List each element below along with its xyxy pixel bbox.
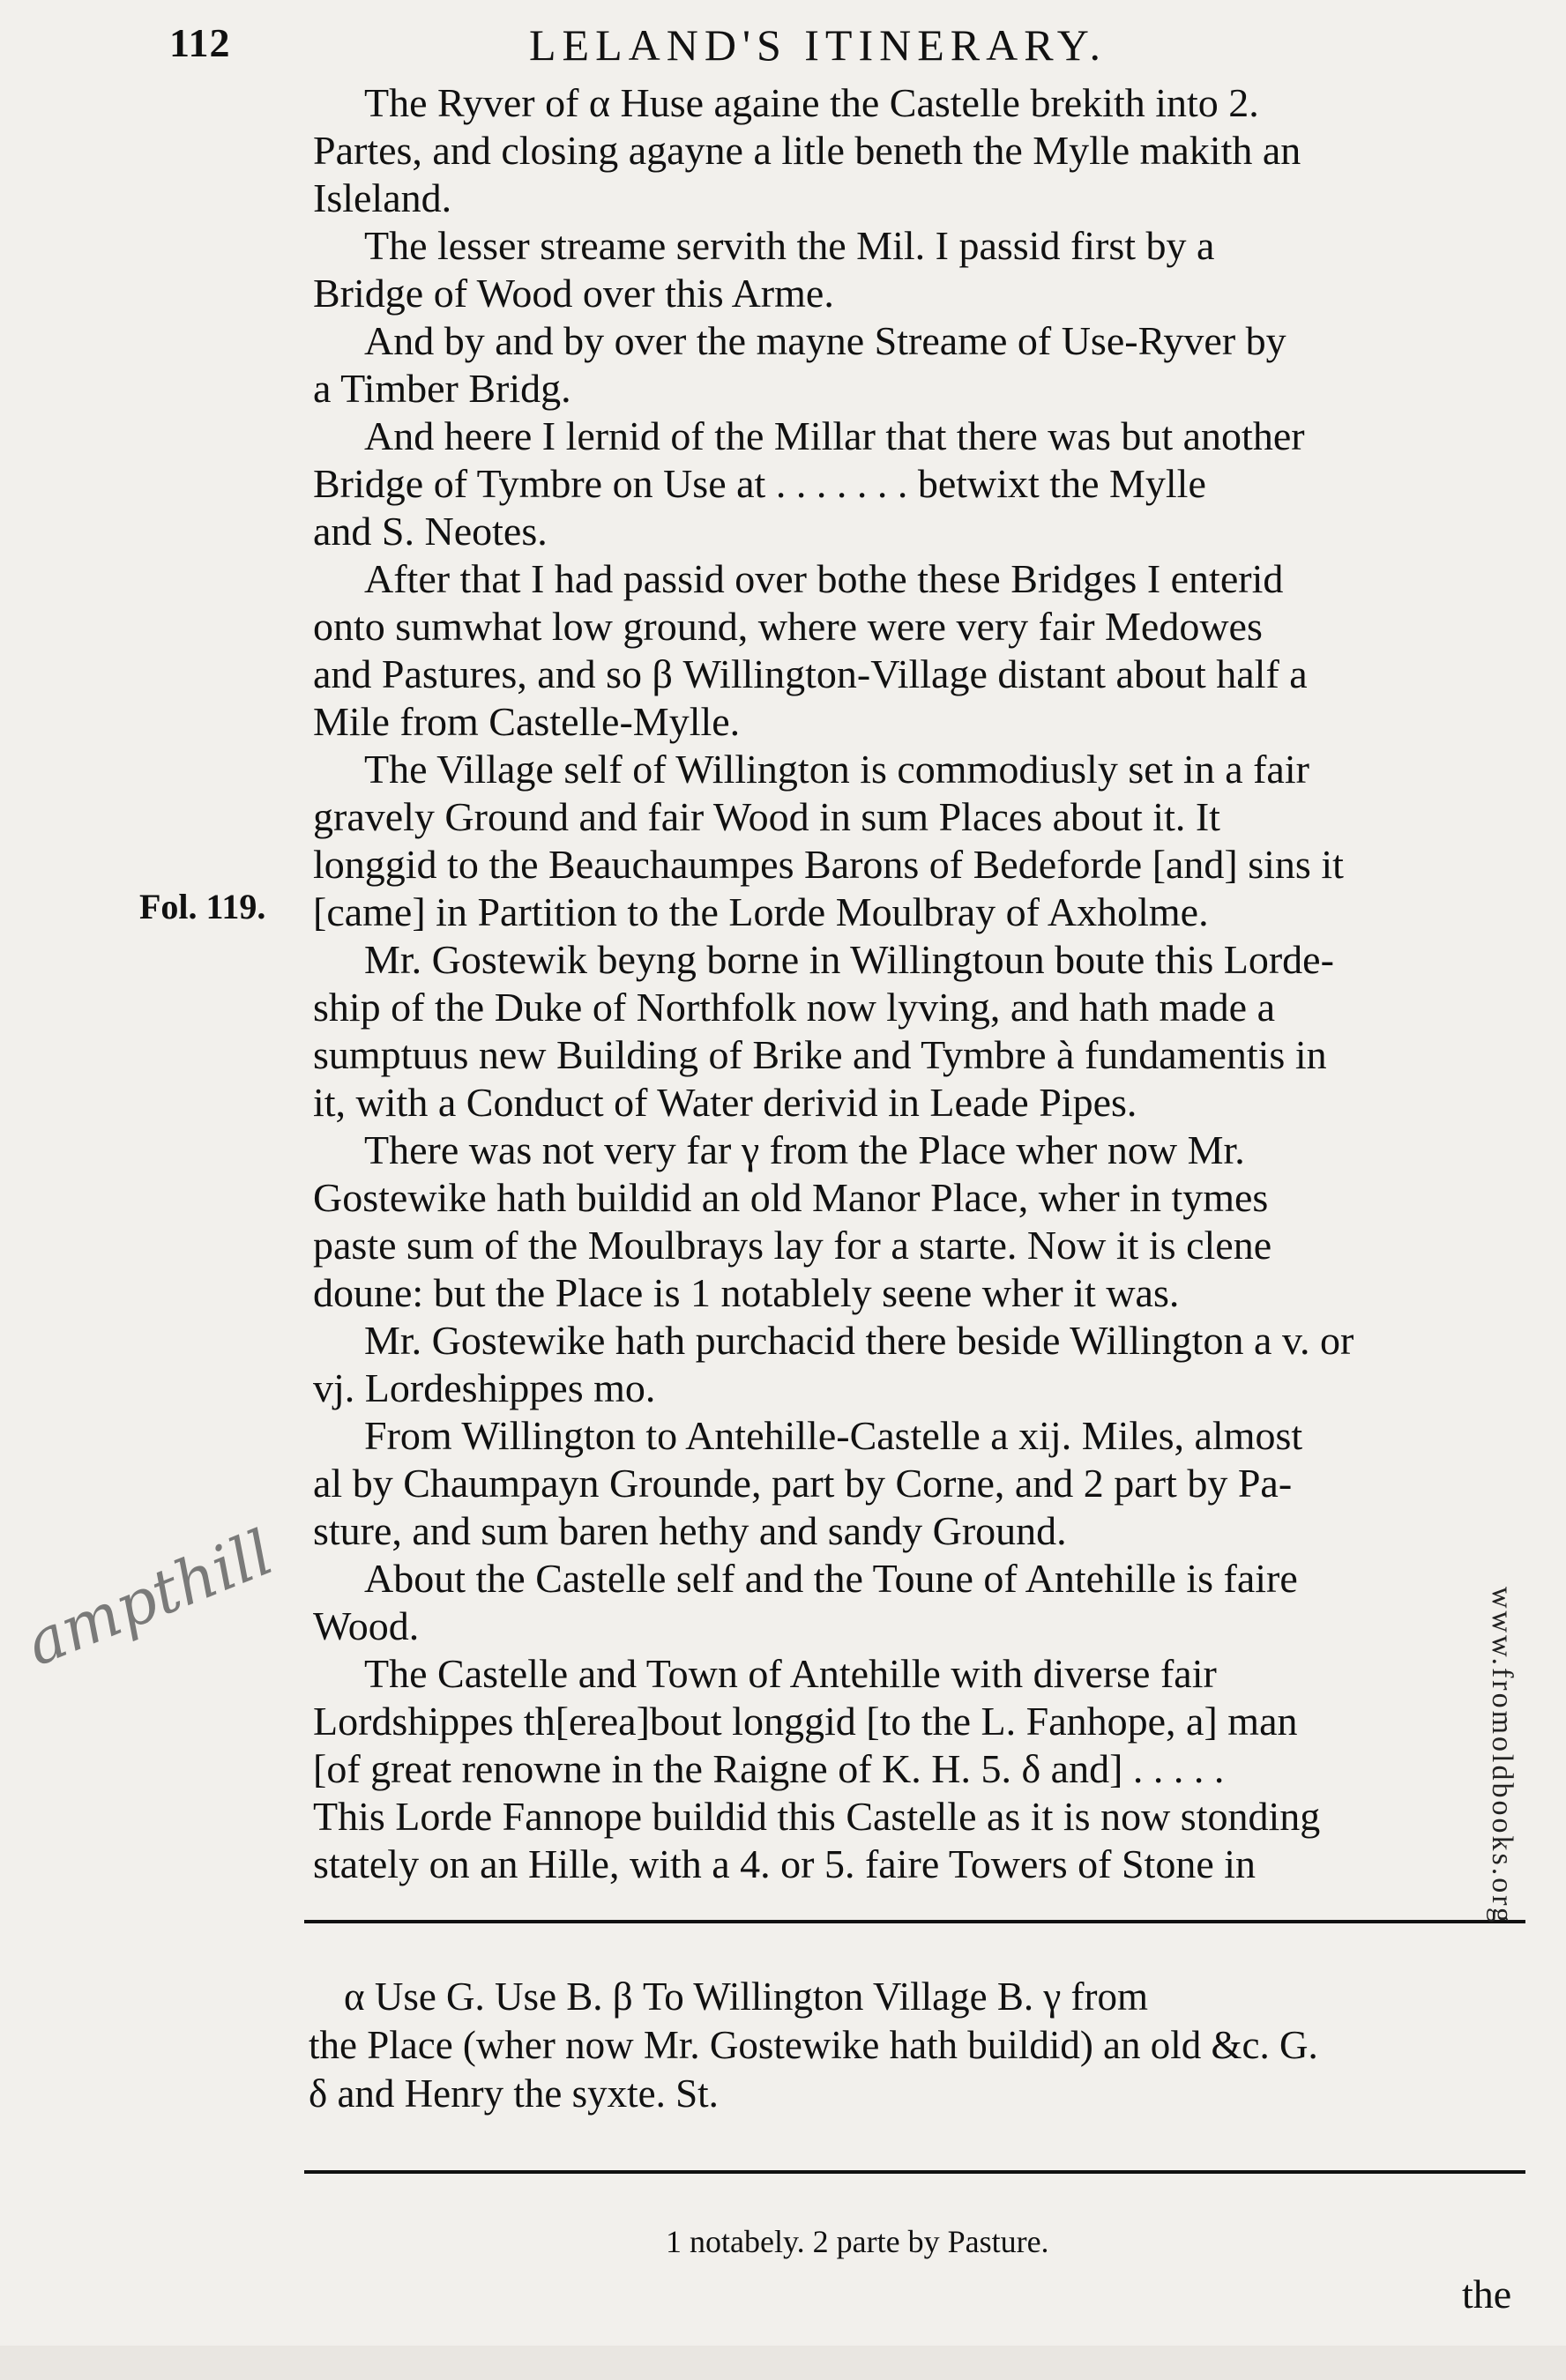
paragraph: From Willington to Antehille-Castelle a xij. Miles, almost al by Chaumpayn Grounde, part by Corne, and 2 part by Pa- sture, and sum baren hethy and sandy Ground. <box>313 1413 1303 1553</box>
paragraph: The Castelle and Town of Antehille with diverse fair Lordshippes th[erea]bout longgid [to the L. Fanhope, a] man [of great renowne in the Raigne of K. H. 5. δ and] . . . . . This Lorde Fannope buildid this Castelle as it is now stonding stately on an Hille, with a 4. or 5. faire Towers of Stone in <box>313 1651 1321 1886</box>
paragraph: And by and by over the mayne Streame of Use-Ryver by a Timber Bridg. <box>313 318 1286 411</box>
variant-notes: α Use G. Use B. β To Willington Village B. γ from the Place (wher now Mr. Gostewike hath buildid) an old &c. G. δ and Henry the syxte. St. <box>309 1975 1318 2116</box>
paragraph: And heere I lernid of the Millar that there was but another Bridge of Tymbre on Use at . . . . . . . betwixt the Mylle and S. Neotes. <box>313 413 1305 554</box>
divider-rule <box>304 1920 1525 1923</box>
paragraph: The Village self of Willington is commodiusly set in a fair gravely Ground and fair Wood in sum Places about it. It longgid to the Beauchaumpes Barons of Bedeforde [and] sins it [came] in Partition to the Lorde Moulbray of Axholme. <box>313 747 1344 934</box>
watermark: www.fromoldbooks.org <box>1486 1587 1518 1925</box>
paragraph: Mr. Gostewik beyng borne in Willingtoun boute this Lorde- ship of the Duke of Northfolk now lyving, and hath made a sumptuus new Building of Brike and Tymbre à fundamentis in it, with a Conduct of Water derivid in Leade Pipes. <box>313 937 1334 1125</box>
catchword: the <box>1462 2272 1512 2317</box>
paragraph: The Ryver of α Huse againe the Castelle brekith into 2. Partes, and closing agayne a litle beneth the Mylle makith an Isleland. <box>313 80 1301 220</box>
folio-margin-note: Fol. 119. <box>139 887 266 926</box>
divider-rule <box>304 2170 1525 2174</box>
footnotes: 1 notabely. 2 parte by Pasture. <box>666 2224 1049 2259</box>
paragraph: Mr. Gostewike hath purchacid there beside Willington a v. or vj. Lordeshippes mo. <box>313 1318 1354 1410</box>
page-number: 112 <box>169 20 231 65</box>
paragraph: The lesser streame servith the Mil. I passid first by a Bridge of Wood over this Arme. <box>313 223 1215 316</box>
paragraph: There was not very far γ from the Place wher now Mr. Gostewike hath buildid an old Manor Place, wher in tymes paste sum of the Moulbrays lay for a starte. Now it is clene doune: but the Place is 1 notablely seene wher it was. <box>313 1127 1272 1315</box>
paragraph: After that I had passid over bothe these Bridges I enterid onto sumwhat low ground, where were very fair Medowes and Pastures, and so β Willington-Village distant about half a Mile from Castelle-Mylle. <box>313 556 1308 744</box>
paragraph: About the Castelle self and the Toune of Antehille is faire Wood. <box>313 1556 1298 1648</box>
handwritten-margin-note: ampthill <box>16 1516 283 1681</box>
main-text <box>313 79 1534 1888</box>
running-head: LELAND'S ITINERARY. <box>529 20 1107 70</box>
